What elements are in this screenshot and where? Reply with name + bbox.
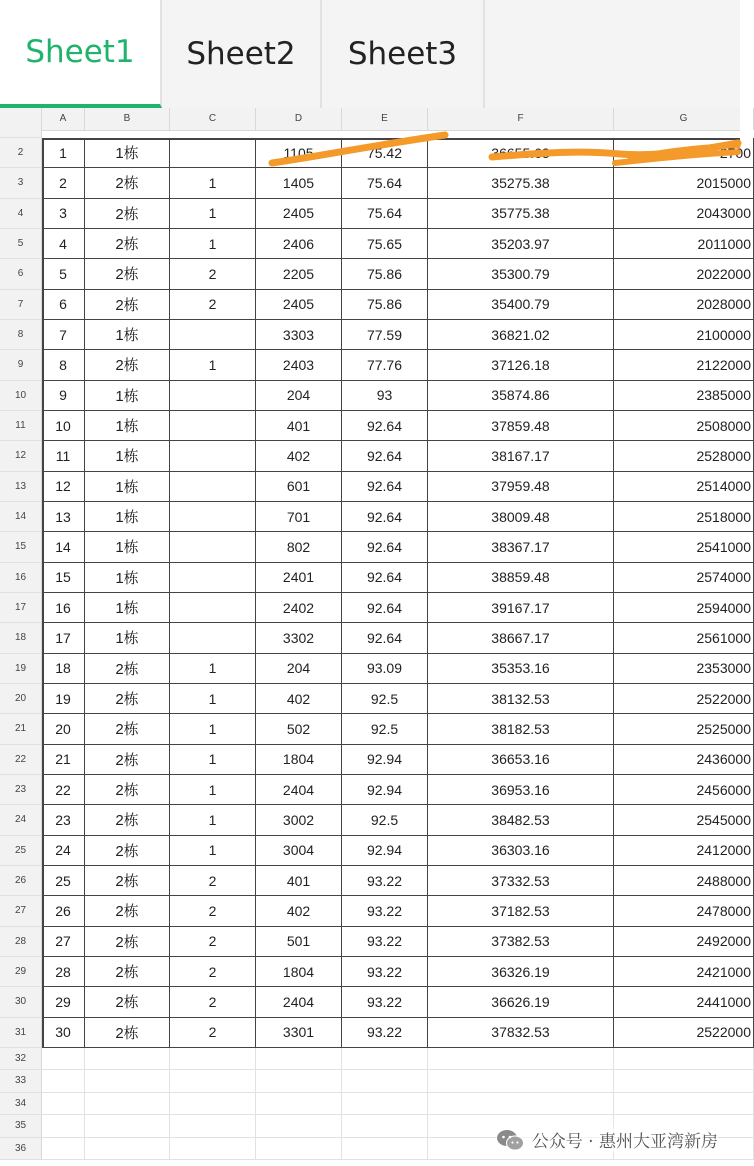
table-cell-e[interactable]: 93.22 [342, 927, 428, 957]
table-cell-c[interactable]: 1 [170, 168, 256, 198]
table-cell-g[interactable]: 2022000 [614, 259, 754, 289]
table-cell-d[interactable]: 601 [256, 472, 342, 502]
table-cell-f[interactable]: 37332.53 [428, 866, 614, 896]
table-cell-b[interactable]: 1栋 [85, 411, 170, 441]
table-cell-d[interactable]: 402 [256, 896, 342, 926]
table-cell-g[interactable]: 2456000 [614, 775, 754, 805]
row-number[interactable]: 17 [0, 593, 42, 623]
table-cell-c[interactable]: 1 [170, 775, 256, 805]
table-cell-a[interactable]: 24 [42, 836, 85, 866]
table-cell-b[interactable]: 2栋 [85, 290, 170, 320]
table-cell-f[interactable]: 36953.16 [428, 775, 614, 805]
column-header-g[interactable]: G [614, 108, 754, 130]
table-cell-d[interactable]: 3302 [256, 623, 342, 653]
table-cell-a[interactable]: 22 [42, 775, 85, 805]
table-cell-a[interactable]: 3 [42, 199, 85, 229]
table-cell-f[interactable]: 36821.02 [428, 320, 614, 350]
table-cell-a[interactable]: 1 [42, 138, 85, 168]
table-cell-c[interactable] [170, 381, 256, 411]
empty-cell[interactable] [256, 1093, 342, 1116]
table-cell-b[interactable]: 2栋 [85, 259, 170, 289]
table-cell-g[interactable]: 2525000 [614, 714, 754, 744]
table-cell-b[interactable]: 2栋 [85, 896, 170, 926]
table-cell-e[interactable]: 92.64 [342, 563, 428, 593]
empty-cell[interactable] [170, 1070, 256, 1093]
table-cell-a[interactable]: 4 [42, 229, 85, 259]
table-cell-c[interactable]: 2 [170, 987, 256, 1017]
row-number[interactable]: 26 [0, 866, 42, 896]
table-cell-c[interactable] [170, 623, 256, 653]
column-header-c[interactable]: C [170, 108, 256, 130]
empty-cell[interactable] [614, 1048, 754, 1071]
table-cell-c[interactable]: 2 [170, 290, 256, 320]
table-cell-g[interactable]: 2508000 [614, 411, 754, 441]
table-cell-a[interactable]: 29 [42, 987, 85, 1017]
table-cell-f[interactable]: 37859.48 [428, 411, 614, 441]
empty-cell[interactable] [428, 1093, 614, 1116]
table-cell-d[interactable]: 402 [256, 684, 342, 714]
row-number[interactable]: 20 [0, 684, 42, 714]
row-number[interactable]: 19 [0, 654, 42, 684]
table-cell-c[interactable]: 2 [170, 866, 256, 896]
table-cell-g[interactable]: 2518000 [614, 502, 754, 532]
table-cell-g[interactable]: 2700 [614, 138, 754, 168]
table-cell-b[interactable]: 2栋 [85, 957, 170, 987]
table-cell-e[interactable]: 75.64 [342, 168, 428, 198]
table-cell-f[interactable]: 36326.19 [428, 957, 614, 987]
table-cell-a[interactable]: 25 [42, 866, 85, 896]
table-cell-a[interactable]: 18 [42, 654, 85, 684]
table-cell-g[interactable]: 2561000 [614, 623, 754, 653]
row-number[interactable]: 15 [0, 532, 42, 562]
table-cell-b[interactable]: 2栋 [85, 1018, 170, 1048]
column-header-f[interactable]: F [428, 108, 614, 130]
table-cell-b[interactable]: 1栋 [85, 441, 170, 471]
table-cell-c[interactable] [170, 593, 256, 623]
table-cell-c[interactable]: 1 [170, 805, 256, 835]
table-cell-d[interactable]: 401 [256, 411, 342, 441]
table-cell-b[interactable]: 2栋 [85, 199, 170, 229]
table-cell-e[interactable]: 93.22 [342, 1018, 428, 1048]
table-cell-e[interactable]: 92.64 [342, 441, 428, 471]
row-number[interactable]: 7 [0, 290, 42, 320]
empty-cell[interactable] [614, 1070, 754, 1093]
row-number[interactable]: 6 [0, 259, 42, 289]
table-cell-e[interactable]: 75.65 [342, 229, 428, 259]
table-cell-b[interactable]: 2栋 [85, 229, 170, 259]
table-cell-b[interactable]: 1栋 [85, 472, 170, 502]
watermark-text: 公众号 · 惠州大亚湾新房 [531, 1132, 718, 1152]
table-cell-d[interactable]: 2406 [256, 229, 342, 259]
row-number[interactable]: 2 [0, 138, 42, 168]
table-cell-f[interactable]: 35353.16 [428, 654, 614, 684]
empty-cell[interactable] [256, 1115, 342, 1138]
table-cell-e[interactable]: 77.76 [342, 350, 428, 380]
table-cell-d[interactable]: 701 [256, 502, 342, 532]
table-cell-c[interactable] [170, 472, 256, 502]
table-cell-c[interactable] [170, 563, 256, 593]
table-cell-g[interactable]: 2541000 [614, 532, 754, 562]
table-cell-b[interactable]: 1栋 [85, 563, 170, 593]
row-number[interactable]: 16 [0, 563, 42, 593]
table-cell-f[interactable]: 38132.53 [428, 684, 614, 714]
table-cell-b[interactable]: 2栋 [85, 350, 170, 380]
row-number[interactable]: 25 [0, 836, 42, 866]
table-cell-e[interactable]: 93.22 [342, 866, 428, 896]
row-number[interactable]: 30 [0, 987, 42, 1017]
table-cell-a[interactable]: 19 [42, 684, 85, 714]
table-cell-g[interactable]: 2514000 [614, 472, 754, 502]
table-cell-a[interactable]: 2 [42, 168, 85, 198]
table-cell-g[interactable]: 2385000 [614, 381, 754, 411]
table-cell-f[interactable]: 36653.16 [428, 745, 614, 775]
table-cell-d[interactable]: 401 [256, 866, 342, 896]
table-cell-f[interactable]: 38167.17 [428, 441, 614, 471]
column-header-b[interactable]: B [85, 108, 170, 130]
table-cell-f[interactable]: 38859.48 [428, 563, 614, 593]
table-cell-e[interactable]: 75.86 [342, 259, 428, 289]
empty-cell[interactable] [170, 1048, 256, 1071]
table-cell-g[interactable]: 2011000 [614, 229, 754, 259]
table-cell-e[interactable]: 92.64 [342, 411, 428, 441]
table-cell-e[interactable]: 92.94 [342, 745, 428, 775]
row-number[interactable]: 11 [0, 411, 42, 441]
table-cell-e[interactable]: 93.09 [342, 654, 428, 684]
empty-cell[interactable] [42, 1115, 85, 1138]
table-cell-f[interactable]: 37832.53 [428, 1018, 614, 1048]
table-cell-e[interactable]: 92.64 [342, 532, 428, 562]
column-header-row [0, 108, 740, 131]
table-cell-c[interactable]: 2 [170, 1018, 256, 1048]
table-cell-d[interactable]: 2404 [256, 775, 342, 805]
table-cell-c[interactable]: 2 [170, 896, 256, 926]
table-cell-d[interactable]: 3004 [256, 836, 342, 866]
table-cell-f[interactable]: 38182.53 [428, 714, 614, 744]
row-number[interactable]: 21 [0, 714, 42, 744]
table-cell-d[interactable]: 3301 [256, 1018, 342, 1048]
table-cell-b[interactable]: 2栋 [85, 745, 170, 775]
column-header-a[interactable]: A [42, 108, 85, 130]
table-cell-a[interactable]: 9 [42, 381, 85, 411]
table-cell-e[interactable]: 75.42 [342, 138, 428, 168]
table-cell-c[interactable]: 2 [170, 957, 256, 987]
table-cell-d[interactable]: 501 [256, 927, 342, 957]
empty-cell[interactable] [428, 1070, 614, 1093]
empty-cell[interactable] [85, 1070, 170, 1093]
table-cell-f[interactable]: 35203.97 [428, 229, 614, 259]
table-cell-e[interactable]: 92.5 [342, 805, 428, 835]
row-number[interactable]: 22 [0, 745, 42, 775]
row-number[interactable]: 3 [0, 168, 42, 198]
table-cell-f[interactable]: 35275.38 [428, 168, 614, 198]
table-cell-a[interactable]: 30 [42, 1018, 85, 1048]
table-cell-d[interactable]: 2405 [256, 290, 342, 320]
row-number[interactable]: 27 [0, 896, 42, 926]
table-cell-d[interactable]: 1105 [256, 138, 342, 168]
empty-cell[interactable] [85, 1093, 170, 1116]
row-number[interactable]: 31 [0, 1018, 42, 1048]
table-cell-f[interactable]: 37382.53 [428, 927, 614, 957]
empty-cell[interactable] [342, 1115, 428, 1138]
empty-cell[interactable] [256, 1070, 342, 1093]
row-number[interactable]: 24 [0, 805, 42, 835]
empty-cell[interactable] [85, 1138, 170, 1161]
row-number[interactable]: 29 [0, 957, 42, 987]
table-cell-b[interactable]: 2栋 [85, 987, 170, 1017]
column-header-d[interactable]: D [256, 108, 342, 130]
column-header-e[interactable]: E [342, 108, 428, 130]
table-cell-e[interactable]: 77.59 [342, 320, 428, 350]
table-cell-g[interactable]: 2441000 [614, 987, 754, 1017]
table-cell-d[interactable]: 502 [256, 714, 342, 744]
table-cell-b[interactable]: 2栋 [85, 805, 170, 835]
empty-cell[interactable] [42, 1093, 85, 1116]
table-cell-f[interactable]: 37182.53 [428, 896, 614, 926]
table-cell-f[interactable]: 35775.38 [428, 199, 614, 229]
table-cell-g[interactable]: 2488000 [614, 866, 754, 896]
table-left-border [42, 138, 44, 1048]
table-cell-d[interactable]: 2205 [256, 259, 342, 289]
select-all-corner[interactable] [0, 108, 42, 130]
table-cell-c[interactable] [170, 320, 256, 350]
table-cell-c[interactable]: 1 [170, 654, 256, 684]
table-cell-b[interactable]: 2栋 [85, 714, 170, 744]
table-cell-g[interactable]: 2478000 [614, 896, 754, 926]
table-cell-c[interactable]: 2 [170, 927, 256, 957]
table-cell-a[interactable]: 20 [42, 714, 85, 744]
table-cell-g[interactable]: 2412000 [614, 836, 754, 866]
table-cell-g[interactable]: 2353000 [614, 654, 754, 684]
table-cell-d[interactable]: 402 [256, 441, 342, 471]
row-number[interactable]: 18 [0, 623, 42, 653]
empty-cell[interactable] [170, 1115, 256, 1138]
table-cell-a[interactable]: 28 [42, 957, 85, 987]
empty-cell[interactable] [428, 1048, 614, 1071]
row-number[interactable]: 28 [0, 927, 42, 957]
table-cell-e[interactable]: 93.22 [342, 957, 428, 987]
empty-cell[interactable] [170, 1138, 256, 1161]
table-cell-e[interactable]: 92.64 [342, 623, 428, 653]
table-cell-b[interactable]: 1栋 [85, 593, 170, 623]
table-cell-g[interactable]: 2574000 [614, 563, 754, 593]
table-cell-b[interactable]: 2栋 [85, 836, 170, 866]
empty-cell[interactable] [42, 1070, 85, 1093]
tab-bar-filler [485, 0, 740, 108]
table-cell-e[interactable]: 75.86 [342, 290, 428, 320]
tab-sheet3[interactable]: Sheet3 [322, 0, 485, 108]
table-cell-b[interactable]: 2栋 [85, 866, 170, 896]
sheet-tab-bar [0, 0, 740, 108]
table-cell-f[interactable]: 37959.48 [428, 472, 614, 502]
empty-cell[interactable] [256, 1138, 342, 1161]
row-number[interactable]: 8 [0, 320, 42, 350]
table-cell-a[interactable]: 5 [42, 259, 85, 289]
empty-cell[interactable] [342, 1048, 428, 1071]
table-cell-d[interactable]: 1804 [256, 745, 342, 775]
row-number[interactable]: 14 [0, 502, 42, 532]
table-cell-g[interactable]: 2522000 [614, 1018, 754, 1048]
table-cell-e[interactable]: 92.64 [342, 502, 428, 532]
table-cell-a[interactable]: 14 [42, 532, 85, 562]
table-cell-f[interactable]: 37126.18 [428, 350, 614, 380]
table-cell-b[interactable]: 1栋 [85, 138, 170, 168]
table-cell-b[interactable]: 2栋 [85, 684, 170, 714]
table-cell-d[interactable]: 1405 [256, 168, 342, 198]
table-cell-d[interactable]: 204 [256, 381, 342, 411]
table-cell-f[interactable]: 35874.86 [428, 381, 614, 411]
table-cell-a[interactable]: 6 [42, 290, 85, 320]
table-cell-d[interactable]: 2401 [256, 563, 342, 593]
table-cell-a[interactable]: 8 [42, 350, 85, 380]
table-cell-d[interactable]: 802 [256, 532, 342, 562]
table-cell-b[interactable]: 2栋 [85, 168, 170, 198]
table-cell-f[interactable]: 38482.53 [428, 805, 614, 835]
table-cell-f[interactable]: 38009.48 [428, 502, 614, 532]
row-number[interactable]: 32 [0, 1048, 42, 1071]
empty-cell[interactable] [85, 1115, 170, 1138]
row-number[interactable]: 10 [0, 381, 42, 411]
table-cell-d[interactable]: 1804 [256, 957, 342, 987]
table-cell-b[interactable]: 1栋 [85, 532, 170, 562]
watermark [496, 1127, 718, 1152]
table-cell-f[interactable]: 38367.17 [428, 532, 614, 562]
table-cell-a[interactable]: 26 [42, 896, 85, 926]
table-cell-b[interactable]: 2栋 [85, 654, 170, 684]
table-cell-g[interactable]: 2122000 [614, 350, 754, 380]
table-cell-e[interactable]: 92.5 [342, 714, 428, 744]
empty-cell[interactable] [42, 1138, 85, 1161]
row-number[interactable]: 9 [0, 350, 42, 380]
table-cell-c[interactable] [170, 138, 256, 168]
table-cell-a[interactable]: 27 [42, 927, 85, 957]
table-cell-e[interactable]: 92.64 [342, 593, 428, 623]
empty-cell[interactable] [342, 1093, 428, 1116]
table-cell-c[interactable] [170, 441, 256, 471]
table-cell-d[interactable]: 3002 [256, 805, 342, 835]
tab-sheet1[interactable]: Sheet1 [0, 0, 162, 108]
table-cell-f[interactable]: 36626.19 [428, 987, 614, 1017]
table-cell-a[interactable]: 13 [42, 502, 85, 532]
table-cell-d[interactable]: 2402 [256, 593, 342, 623]
table-cell-e[interactable]: 92.5 [342, 684, 428, 714]
table-cell-f[interactable]: 36303.16 [428, 836, 614, 866]
table-cell-g[interactable]: 2421000 [614, 957, 754, 987]
table-cell-f[interactable]: 38667.17 [428, 623, 614, 653]
table-cell-a[interactable]: 21 [42, 745, 85, 775]
table-cell-g[interactable]: 2528000 [614, 441, 754, 471]
empty-cell[interactable] [342, 1070, 428, 1093]
empty-cell[interactable] [342, 1138, 428, 1161]
table-cell-g[interactable]: 2522000 [614, 684, 754, 714]
table-cell-c[interactable]: 2 [170, 259, 256, 289]
empty-cell[interactable] [256, 1048, 342, 1071]
table-cell-g[interactable]: 2043000 [614, 199, 754, 229]
table-cell-e[interactable]: 93 [342, 381, 428, 411]
table-cell-f[interactable]: 39167.17 [428, 593, 614, 623]
table-cell-c[interactable]: 1 [170, 714, 256, 744]
row-number[interactable]: 34 [0, 1093, 42, 1116]
row-number[interactable]: 35 [0, 1115, 42, 1138]
table-cell-d[interactable]: 2404 [256, 987, 342, 1017]
table-cell-e[interactable]: 93.22 [342, 896, 428, 926]
table-cell-c[interactable]: 1 [170, 684, 256, 714]
table-cell-e[interactable]: 92.94 [342, 775, 428, 805]
row-number[interactable]: 13 [0, 472, 42, 502]
empty-cell[interactable] [42, 1048, 85, 1071]
table-top-border [42, 138, 740, 140]
table-cell-a[interactable]: 16 [42, 593, 85, 623]
table-cell-e[interactable]: 92.64 [342, 472, 428, 502]
table-cell-g[interactable]: 2028000 [614, 290, 754, 320]
table-cell-c[interactable] [170, 502, 256, 532]
wechat-icon [496, 1129, 524, 1151]
table-cell-c[interactable]: 1 [170, 229, 256, 259]
table-cell-d[interactable]: 2403 [256, 350, 342, 380]
table-cell-d[interactable]: 2405 [256, 199, 342, 229]
table-cell-b[interactable]: 1栋 [85, 381, 170, 411]
row-number-hidden[interactable] [0, 130, 42, 138]
table-cell-a[interactable]: 11 [42, 441, 85, 471]
empty-cell[interactable] [170, 1093, 256, 1116]
empty-cell[interactable] [614, 1093, 754, 1116]
table-cell-c[interactable]: 1 [170, 199, 256, 229]
table-cell-b[interactable]: 2栋 [85, 775, 170, 805]
table-cell-e[interactable]: 75.64 [342, 199, 428, 229]
row-number[interactable]: 5 [0, 229, 42, 259]
table-cell-b[interactable]: 1栋 [85, 623, 170, 653]
table-cell-e[interactable]: 93.22 [342, 987, 428, 1017]
table-cell-g[interactable]: 2594000 [614, 593, 754, 623]
table-cell-a[interactable]: 10 [42, 411, 85, 441]
table-cell-g[interactable]: 2015000 [614, 168, 754, 198]
table-cell-e[interactable]: 92.94 [342, 836, 428, 866]
empty-cell[interactable] [85, 1048, 170, 1071]
table-cell-d[interactable]: 3303 [256, 320, 342, 350]
row-number[interactable]: 23 [0, 775, 42, 805]
row-number[interactable]: 4 [0, 199, 42, 229]
tab-sheet2[interactable]: Sheet2 [162, 0, 322, 108]
table-cell-a[interactable]: 7 [42, 320, 85, 350]
row-number[interactable]: 33 [0, 1070, 42, 1093]
table-cell-g[interactable]: 2545000 [614, 805, 754, 835]
table-cell-d[interactable]: 204 [256, 654, 342, 684]
table-cell-f[interactable]: 35400.79 [428, 290, 614, 320]
table-cell-c[interactable]: 1 [170, 745, 256, 775]
table-cell-a[interactable]: 12 [42, 472, 85, 502]
table-cell-f[interactable]: 35300.79 [428, 259, 614, 289]
table-cell-c[interactable] [170, 532, 256, 562]
row-number[interactable]: 12 [0, 441, 42, 471]
table-cell-a[interactable]: 15 [42, 563, 85, 593]
table-cell-a[interactable]: 17 [42, 623, 85, 653]
table-cell-c[interactable]: 1 [170, 836, 256, 866]
row-number[interactable]: 36 [0, 1138, 42, 1161]
table-cell-c[interactable]: 1 [170, 350, 256, 380]
table-cell-b[interactable]: 1栋 [85, 320, 170, 350]
table-cell-a[interactable]: 23 [42, 805, 85, 835]
table-cell-b[interactable]: 2栋 [85, 927, 170, 957]
table-cell-g[interactable]: 2436000 [614, 745, 754, 775]
table-cell-f[interactable]: 36655.63 [428, 138, 614, 168]
table-cell-c[interactable] [170, 411, 256, 441]
table-cell-g[interactable]: 2492000 [614, 927, 754, 957]
table-cell-b[interactable]: 1栋 [85, 502, 170, 532]
table-cell-g[interactable]: 2100000 [614, 320, 754, 350]
